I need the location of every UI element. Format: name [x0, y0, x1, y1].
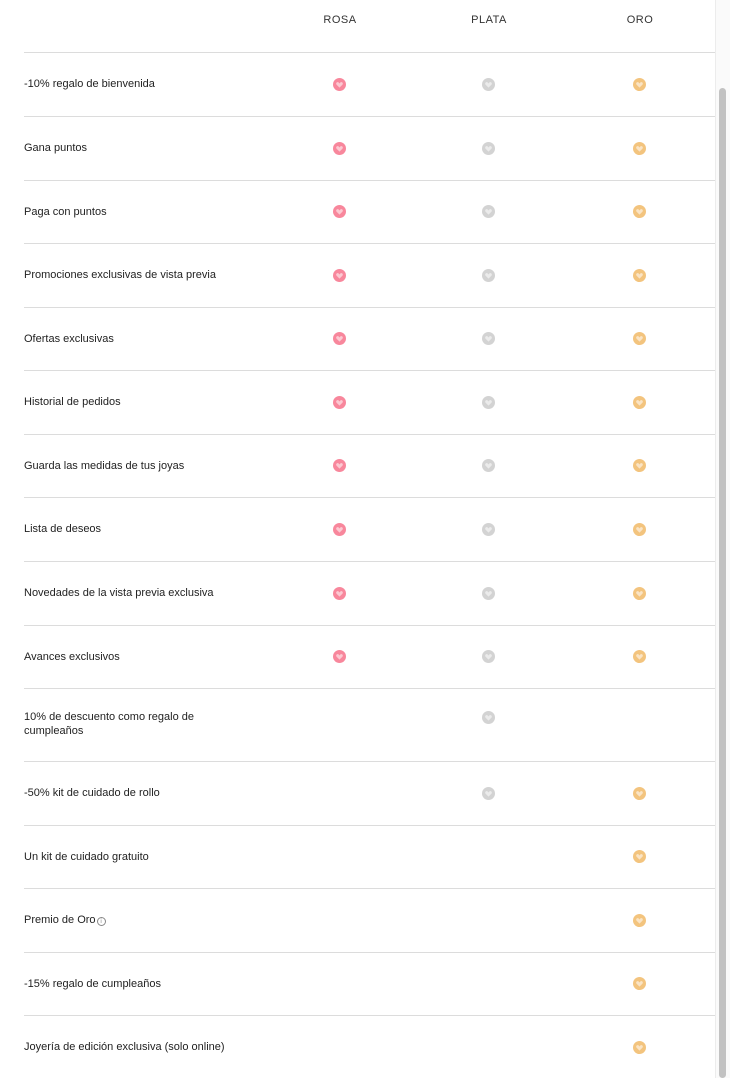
heart-badge-icon-plata [482, 332, 495, 345]
heart-badge-icon-plata [482, 269, 495, 282]
heart-badge-icon-oro [633, 396, 646, 409]
table-row [24, 953, 715, 1016]
heart-badge-icon-plata [482, 650, 495, 663]
heart-badge-icon-oro [633, 205, 646, 218]
heart-badge-icon-rosa [333, 205, 346, 218]
benefit-label-text: Paga con puntos [24, 206, 107, 218]
benefit-label-text: Premio de Oro [24, 914, 96, 926]
table-header [24, 0, 715, 53]
table-row [24, 244, 715, 308]
heart-badge-icon-oro [633, 587, 646, 600]
heart-badge-icon-plata [482, 205, 495, 218]
table-row [24, 689, 715, 762]
table-row [24, 53, 715, 117]
benefit-label-text: Joyería de edición exclusiva (solo online) [24, 1041, 225, 1053]
benefit-label-text: Gana puntos [24, 142, 87, 154]
heart-badge-icon-oro [633, 850, 646, 863]
benefit-label [24, 459, 234, 473]
benefit-label-text: Promociones exclusivas de vista previa [24, 269, 216, 281]
heart-badge-icon-oro [633, 332, 646, 345]
heart-badge-icon-oro [633, 523, 646, 536]
benefit-label-text: Novedades de la vista previa exclusiva [24, 587, 214, 599]
benefit-label [24, 77, 234, 91]
benefit-label [24, 650, 234, 664]
benefit-label-text: -50% kit de cuidado de rollo [24, 787, 160, 799]
benefit-label [24, 141, 234, 155]
heart-badge-icon-oro [633, 650, 646, 663]
heart-badge-icon-plata [482, 787, 495, 800]
heart-badge-icon-rosa [333, 332, 346, 345]
benefit-label [24, 850, 234, 864]
benefit-label-text: -15% regalo de cumpleaños [24, 978, 161, 990]
benefit-label [24, 710, 234, 738]
table-row [24, 117, 715, 181]
heart-badge-icon-oro [633, 78, 646, 91]
heart-badge-icon-rosa [333, 142, 346, 155]
heart-badge-icon-rosa [333, 650, 346, 663]
heart-badge-icon-rosa [333, 78, 346, 91]
scrollbar-thumb[interactable] [719, 88, 726, 1078]
benefit-label [24, 332, 234, 346]
heart-badge-icon-rosa [333, 523, 346, 536]
heart-badge-icon-plata [482, 459, 495, 472]
benefit-label-text: Avances exclusivos [24, 651, 120, 663]
heart-badge-icon-oro [633, 914, 646, 927]
heart-badge-icon-plata [482, 396, 495, 409]
heart-badge-icon-oro [633, 977, 646, 990]
table-body [0, 53, 715, 1078]
table-row [24, 826, 715, 889]
table-row [24, 762, 715, 826]
benefit-label [24, 913, 234, 927]
table-row [24, 181, 715, 244]
heart-badge-icon-plata [482, 142, 495, 155]
column-header-rosa: ROSA [323, 14, 357, 26]
table-row [24, 889, 715, 953]
benefit-label-text: Un kit de cuidado gratuito [24, 851, 149, 863]
table-row [24, 626, 715, 689]
benefit-label [24, 977, 234, 991]
heart-badge-icon-plata [482, 78, 495, 91]
table-row [24, 371, 715, 435]
table-row [24, 1016, 715, 1078]
heart-badge-icon-rosa [333, 269, 346, 282]
heart-badge-icon-oro [633, 1041, 646, 1054]
info-icon[interactable]: i [97, 917, 106, 926]
heart-badge-icon-oro [633, 269, 646, 282]
benefit-label [24, 586, 234, 600]
benefit-label-text: 10% de descuento como regalo de cumpleaños [24, 711, 195, 737]
table-row [24, 308, 715, 371]
heart-badge-icon-rosa [333, 396, 346, 409]
heart-badge-icon-oro [633, 787, 646, 800]
column-header-plata: PLATA [471, 14, 507, 26]
table-row [24, 435, 715, 498]
benefit-label-text: -10% regalo de bienvenida [24, 78, 155, 90]
heart-badge-icon-oro [633, 459, 646, 472]
heart-badge-icon-rosa [333, 587, 346, 600]
heart-badge-icon-oro [633, 142, 646, 155]
benefit-label-text: Ofertas exclusivas [24, 333, 114, 345]
heart-badge-icon-rosa [333, 459, 346, 472]
benefit-label [24, 1040, 234, 1054]
benefit-label-text: Historial de pedidos [24, 396, 121, 408]
benefit-label [24, 522, 234, 536]
column-header-oro: ORO [626, 14, 654, 26]
benefit-label-text: Lista de deseos [24, 523, 102, 535]
heart-badge-icon-plata [482, 523, 495, 536]
benefit-label [24, 205, 234, 219]
table-row [24, 562, 715, 626]
table-row [24, 498, 715, 562]
benefit-label-text: Guarda las medidas de tus joyas [24, 460, 185, 472]
benefit-label [24, 268, 234, 282]
heart-badge-icon-plata [482, 711, 495, 724]
benefit-label [24, 395, 234, 409]
benefit-label [24, 786, 234, 800]
heart-badge-icon-plata [482, 587, 495, 600]
